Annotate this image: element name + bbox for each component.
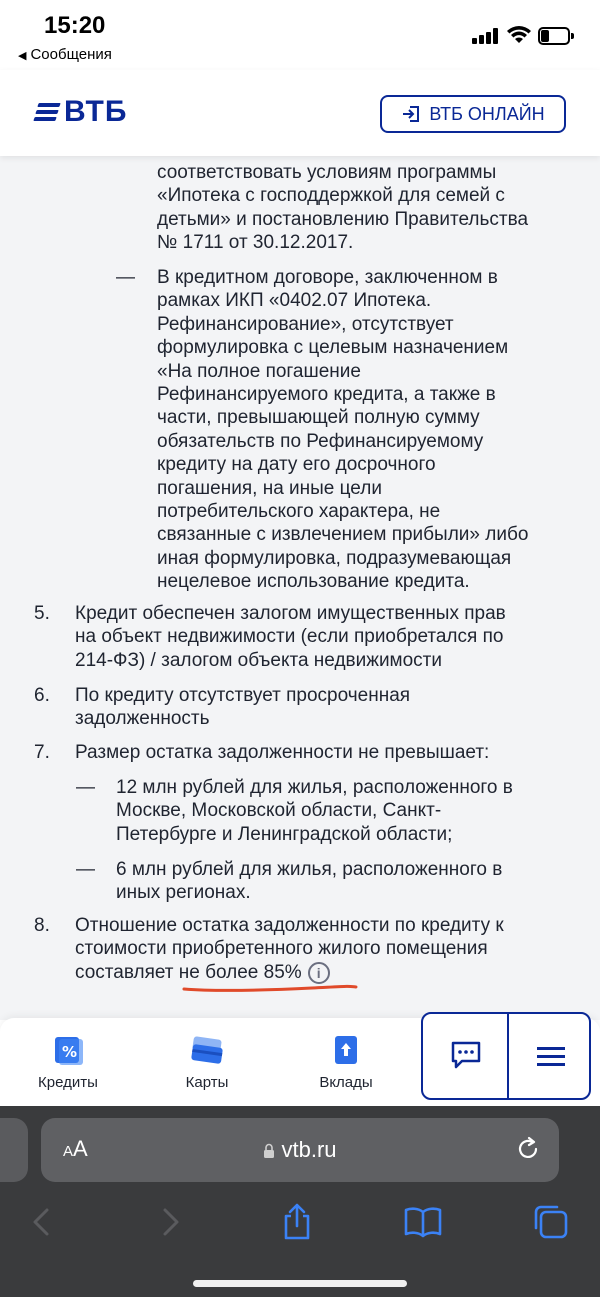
url-display xyxy=(41,1137,559,1163)
nav-actions-group xyxy=(421,1012,591,1100)
back-icon[interactable] xyxy=(22,1202,62,1242)
chat-icon[interactable] xyxy=(451,1040,481,1070)
vtb-online-label: ВТБ ОНЛАЙН xyxy=(429,103,545,124)
logo-text: ВТБ xyxy=(64,95,128,128)
sub-item-text xyxy=(157,266,587,594)
list-item-text xyxy=(75,602,595,672)
svg-text:%: % xyxy=(62,1043,78,1061)
sub-item-text xyxy=(157,161,577,255)
list-number: 5. xyxy=(34,603,50,624)
status-bar xyxy=(0,0,600,70)
text-line: потребительского характера, не xyxy=(157,501,441,523)
sub-dash: — xyxy=(116,267,135,288)
cellular-signal-icon xyxy=(472,28,500,44)
back-app-label: Сообщения xyxy=(30,46,112,63)
text-line: стоимости приобретенного жилого помещения xyxy=(75,938,488,960)
text-line: иная формулировка, подразумевающая xyxy=(157,547,512,569)
text-line: иных регионах. xyxy=(116,882,251,904)
text-line: 214-ФЗ) / залогом объекта недвижимости xyxy=(75,649,443,671)
text-line: Отношение остатка задолженности по кредиту к xyxy=(75,915,504,936)
nav-item-cards[interactable] xyxy=(147,1034,267,1091)
url-text: vtb.ru xyxy=(281,1137,337,1162)
text-line: 6 млн рублей для жилья, расположенного в xyxy=(116,859,503,880)
text-line: Рефинансирование», отсутствует xyxy=(157,313,454,335)
text-line: 12 млн рублей для жилья, расположенного в xyxy=(116,777,513,798)
text-line: рамках ИКП «0402.07 Ипотека. xyxy=(157,290,432,312)
browser-toolbar xyxy=(0,1106,600,1297)
sub-dash: — xyxy=(76,859,95,880)
back-to-app-link[interactable] xyxy=(18,46,112,63)
text-line: детьми» и постановлению Правительства xyxy=(157,208,529,230)
text-line: Рефинансируемого кредита, а также в xyxy=(157,384,496,406)
text-line: № 1711 от 30.12.2017. xyxy=(157,232,354,254)
nav-label: Карты xyxy=(185,1074,229,1091)
list-item-text xyxy=(75,914,595,984)
text-line: «Ипотека с господдержкой для семей с xyxy=(157,185,505,207)
page-content xyxy=(0,156,600,1020)
text-line: задолженность xyxy=(75,708,210,730)
text-line: По кредиту отсутствует просроченная xyxy=(75,685,411,706)
hamburger-menu-icon[interactable] xyxy=(537,1044,565,1068)
home-indicator xyxy=(193,1280,407,1287)
aa-big: A xyxy=(73,1136,88,1161)
aa-small: A xyxy=(63,1143,74,1160)
percent-icon xyxy=(50,1034,86,1066)
login-icon xyxy=(401,104,421,124)
text-line: Петербурге и Ленинградской области; xyxy=(116,823,453,845)
share-icon[interactable] xyxy=(277,1202,317,1242)
logo-lines-icon xyxy=(34,101,60,123)
text-line: связанные с извлечением прибыли» либо xyxy=(157,524,529,546)
text-line: на объект недвижимости (если приобретался по xyxy=(75,626,504,648)
info-icon[interactable]: i xyxy=(308,962,330,984)
nav-label: Вклады xyxy=(319,1074,373,1091)
list-number: 7. xyxy=(34,742,50,763)
text-line: соответствовать условиям программы xyxy=(157,162,497,183)
nav-item-deposits[interactable] xyxy=(286,1034,406,1091)
bookmarks-icon[interactable] xyxy=(403,1202,443,1242)
cards-icon xyxy=(189,1034,225,1066)
address-bar[interactable] xyxy=(41,1118,559,1182)
red-hand-underline xyxy=(182,982,358,996)
sub-dash: — xyxy=(76,777,95,798)
forward-icon[interactable] xyxy=(150,1202,190,1242)
text-line: погашения, на иные цели xyxy=(157,477,382,499)
text-line: обязательств по Рефинансируемому xyxy=(157,430,484,452)
text-line-with-info xyxy=(75,961,595,984)
back-triangle-icon: ◀ xyxy=(18,50,27,62)
previous-tab-peek[interactable] xyxy=(0,1118,28,1182)
text-line: части, превышающей полную сумму xyxy=(157,407,480,429)
nav-item-credits[interactable] xyxy=(8,1034,128,1091)
wifi-icon xyxy=(506,24,532,44)
text-line: формулировка с целевым назначением xyxy=(157,337,509,359)
sub-item-text xyxy=(116,858,576,905)
vtb-logo[interactable] xyxy=(34,94,127,130)
text-line: кредиту на дату его досрочного xyxy=(157,454,436,476)
status-time: 15:20 xyxy=(44,12,106,39)
list-item-text xyxy=(75,684,595,731)
text-line: Кредит обеспечен залогом имущественных прав xyxy=(75,603,506,624)
text-line: Размер остатка задолженности не превышает: xyxy=(75,742,490,763)
deposit-icon xyxy=(328,1034,364,1066)
lock-icon xyxy=(263,1143,275,1158)
battery-icon xyxy=(538,27,574,45)
vtb-online-button[interactable] xyxy=(380,95,566,133)
nav-label: Кредиты xyxy=(38,1074,98,1091)
text-line: «На полное погашение xyxy=(157,360,361,382)
list-number: 8. xyxy=(34,915,50,936)
text-line: Москве, Московской области, Санкт- xyxy=(116,800,442,822)
tabs-icon[interactable] xyxy=(531,1202,571,1242)
sub-item-text xyxy=(116,776,576,846)
list-number: 6. xyxy=(34,685,50,706)
site-header xyxy=(0,70,600,156)
text-line: нецелевое использование кредита. xyxy=(157,571,470,593)
bottom-app-nav xyxy=(0,1018,600,1106)
text-line: В кредитном договоре, заключенном в xyxy=(157,267,498,288)
list-item-text xyxy=(75,741,595,764)
reload-icon[interactable] xyxy=(515,1136,541,1162)
actions-divider xyxy=(507,1014,509,1098)
text-line: составляет не более 85% xyxy=(75,961,302,983)
